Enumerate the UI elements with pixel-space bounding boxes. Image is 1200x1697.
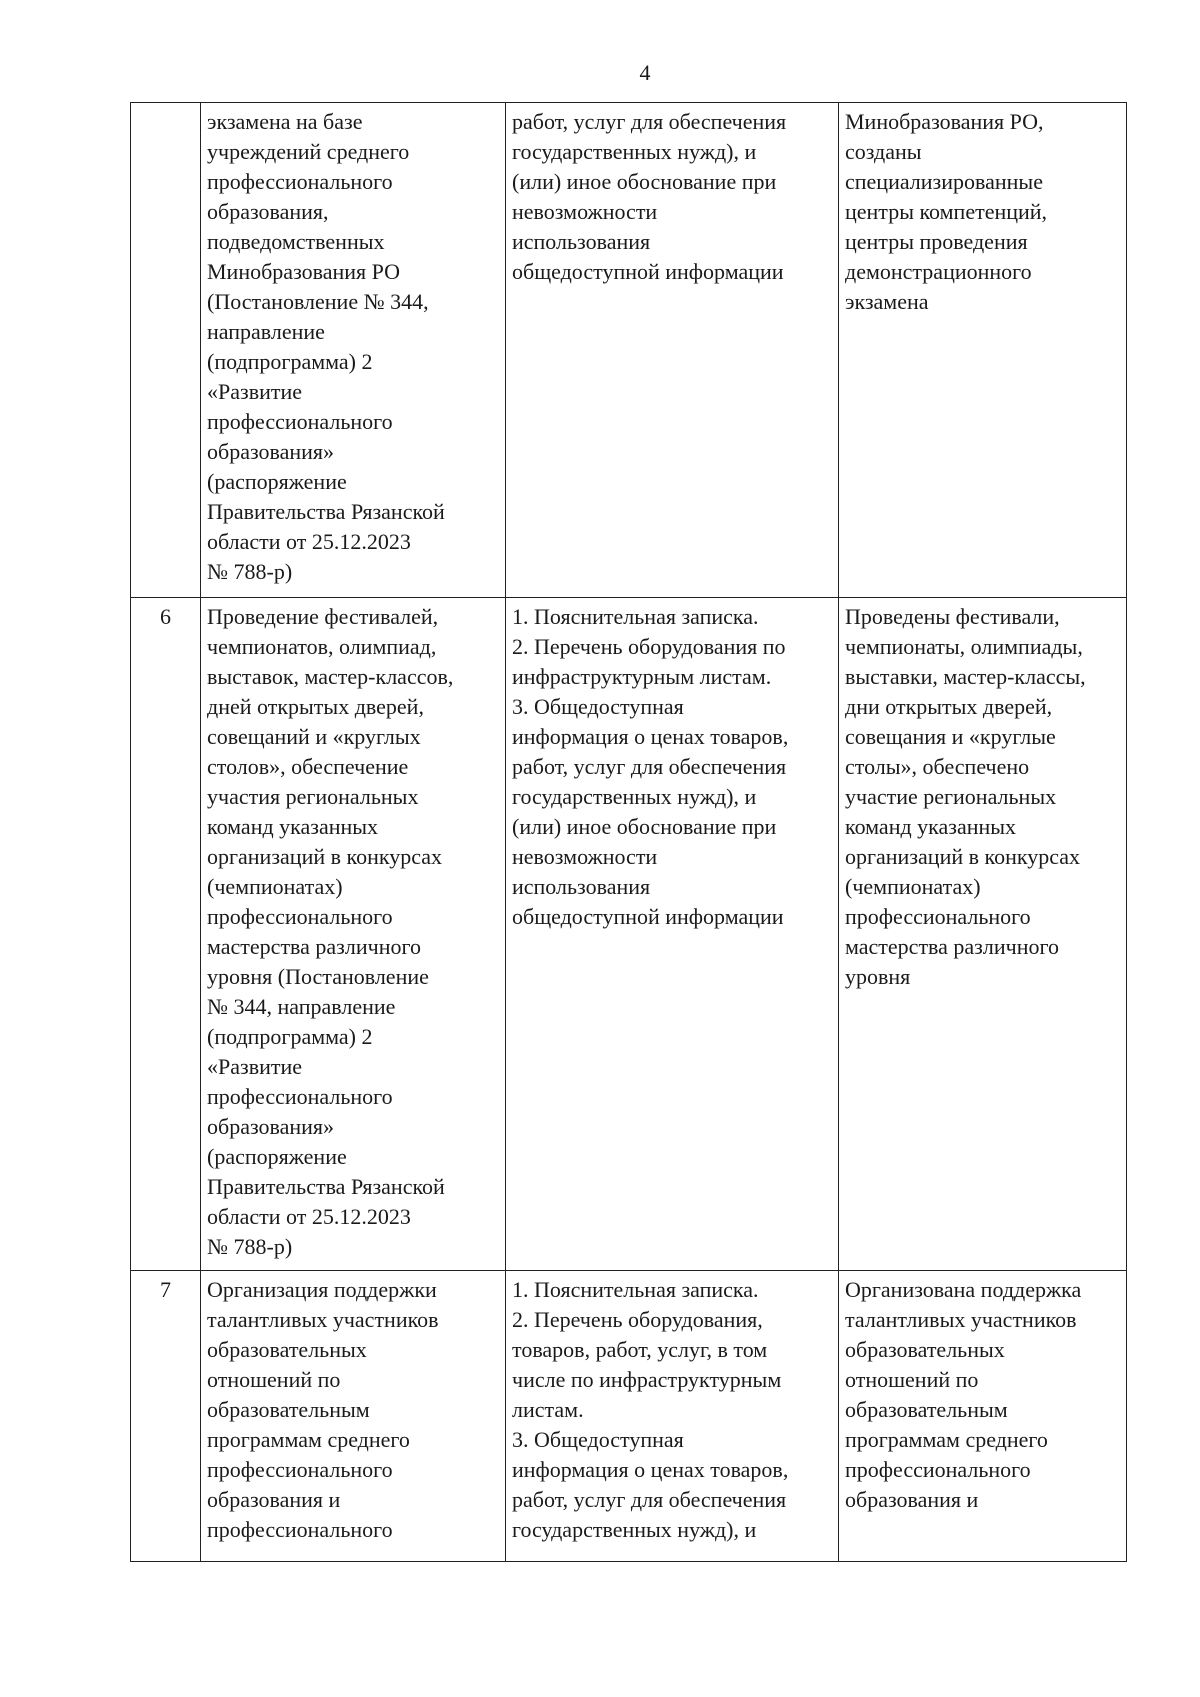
page-number: 4 <box>639 60 651 85</box>
measure-cell: экзамена на базе учреждений среднего профессионального образования, подведомственных Минобразования РО (Постановление № 344, направление (подпрограмма) 2 «Развитие профессионального образования» (распоряжение Правительства Рязанской области от 25.12.2023 № 788-р) <box>201 103 506 598</box>
table-row <box>131 598 1127 1271</box>
result-cell: Минобразования РО, созданы специализированные центры компетенций, центры проведения демонстрационного экзамена <box>839 103 1127 598</box>
row-number <box>131 103 201 598</box>
documents-cell: работ, услуг для обеспечения государственных нужд), и (или) иное обоснование при невозможности использования общедоступной информации <box>506 103 839 598</box>
documents-cell: 1. Пояснительная записка. 2. Перечень оборудования по инфраструктурным листам. 3. Общедоступная информация о ценах товаров, работ, услуг для обеспечения государственных нужд), и (или) иное обоснование при невозможности использования общедоступной информации <box>506 598 839 1271</box>
table-row <box>131 1271 1127 1562</box>
result-cell: Организована поддержка талантливых участников образовательных отношений по образовательным программам среднего профессионального образования и <box>839 1271 1127 1562</box>
result-cell: Проведены фестивали, чемпионаты, олимпиады, выставки, мастер-классы, дни открытых дверей, совещания и «круглые столы», обеспечено участие региональных команд указанных организаций в конкурсах (чемпионатах) профессионального мастерства различного уровня <box>839 598 1127 1271</box>
measures-table <box>130 102 1127 1562</box>
row-number: 7 <box>131 1271 201 1562</box>
row-number: 6 <box>131 598 201 1271</box>
documents-cell: 1. Пояснительная записка. 2. Перечень оборудования, товаров, работ, услуг, в том числе по инфраструктурным листам. 3. Общедоступная информация о ценах товаров, работ, услуг для обеспечения государственных нужд), и <box>506 1271 839 1562</box>
measure-cell: Проведение фестивалей, чемпионатов, олимпиад, выставок, мастер-классов, дней открытых дверей, совещаний и «круглых столов», обеспечение участия региональных команд указанных организаций в конкурсах (чемпионатах) профессионального мастерства различного уровня (Постановление № 344, направление (подпрограмма) 2 «Развитие профессионального образования» (распоряжение Правительства Рязанской области от 25.12.2023 № 788-р) <box>201 598 506 1271</box>
measure-cell: Организация поддержки талантливых участников образовательных отношений по образовательным программам среднего профессионального образования и профессионального <box>201 1271 506 1562</box>
table-row <box>131 103 1127 598</box>
